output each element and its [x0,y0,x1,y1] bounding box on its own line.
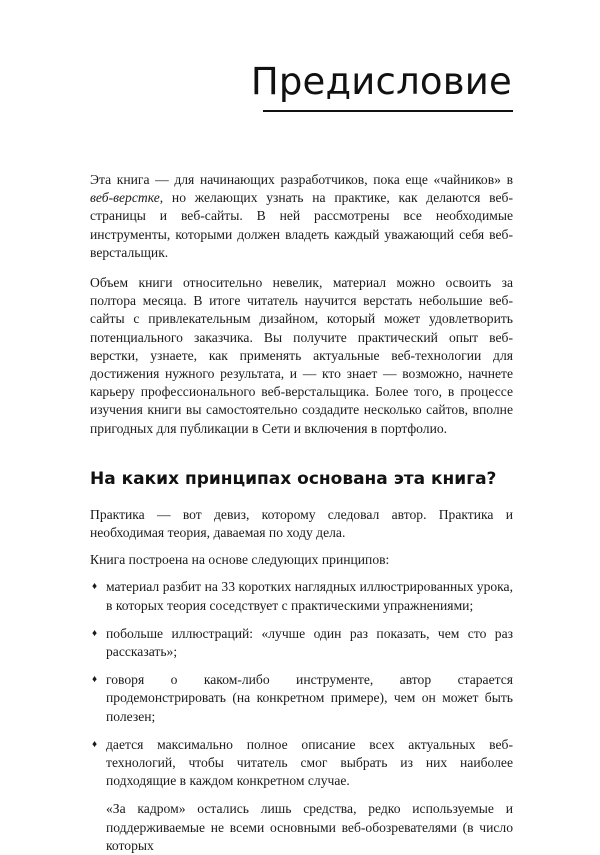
chapter-title: Предисловие [250,60,512,103]
section-paragraph-2: Книга построена на основе следующих принципов: [90,552,390,568]
list-item [90,736,513,791]
continuation-paragraph: «За кадром» остались лишь средства, редко используемые и поддерживаемые не всеми основными веб-обозревателями (в число которых [106,801,513,853]
intro-paragraph-1-end: , но желающих узнать на практике, как делаются веб-страницы и веб-сайты. В ней рассмотрены все необходимые инструменты, которыми должен владеть каждый уважающий себя веб-верстальщик. [90,190,513,260]
intro-paragraph-1-start: Эта книга — для начинающих разработчиков, пока еще «чайников» в [90,172,513,187]
list-item-text: говоря о каком-либо инструменте, автор старается продемонстрировать (на конкретном примере), чем он может быть полезен; [106,672,513,724]
list-item-text: материал разбит на 33 коротких наглядных иллюстрированных урока, в которых теория соседствует с практическими упражнениями; [106,579,513,613]
intro-paragraph-1 [90,171,513,262]
diamond-bullet-icon: ♦ [92,674,98,686]
section-heading: На каких принципах основана эта книга? [90,468,497,489]
diamond-bullet-icon: ♦ [92,581,98,593]
section-paragraph-1: Практика — вот девиз, которому следовал автор. Практика и необходимая теория, даваемая по ходу дела. [90,506,513,541]
list-item-text: дается максимально полное описание всех актуальных веб-технологий, чтобы читатель смог выбрать из них наиболее подходящие в каждом конкретном случае. [106,736,513,789]
list-item-text: побольше иллюстраций: «лучше один раз показать, чем сто раз рассказать»; [106,625,513,660]
title-rule [263,110,513,112]
list-item [90,625,513,661]
page-body [90,171,513,855]
list-item [90,578,513,614]
intro-paragraph-1-emphasis: веб-верстке [90,190,160,206]
diamond-bullet-icon: ♦ [92,627,98,639]
principles-list [90,578,513,790]
intro-paragraph-2: Объем книги относительно невелик, материал можно освоить за полтора месяца. В итоге читатель научится верстать небольшие веб-сайты с привлекательным дизайном, который может удовлетворить потенциального заказчика. Вы получите практический опыт веб-верстки, узнаете, как применять актуальные веб-технологии для достижения нужного результата, и — кто знает — возможно, начнете карьеру профессионального веб-верстальщика. Более того, в процессе изучения книги вы самостоятельно создадите несколько сайтов, вполне пригодных для публикации в Сети и включения в портфолио. [90,275,513,436]
list-item [90,671,513,726]
diamond-bullet-icon: ♦ [92,738,98,750]
